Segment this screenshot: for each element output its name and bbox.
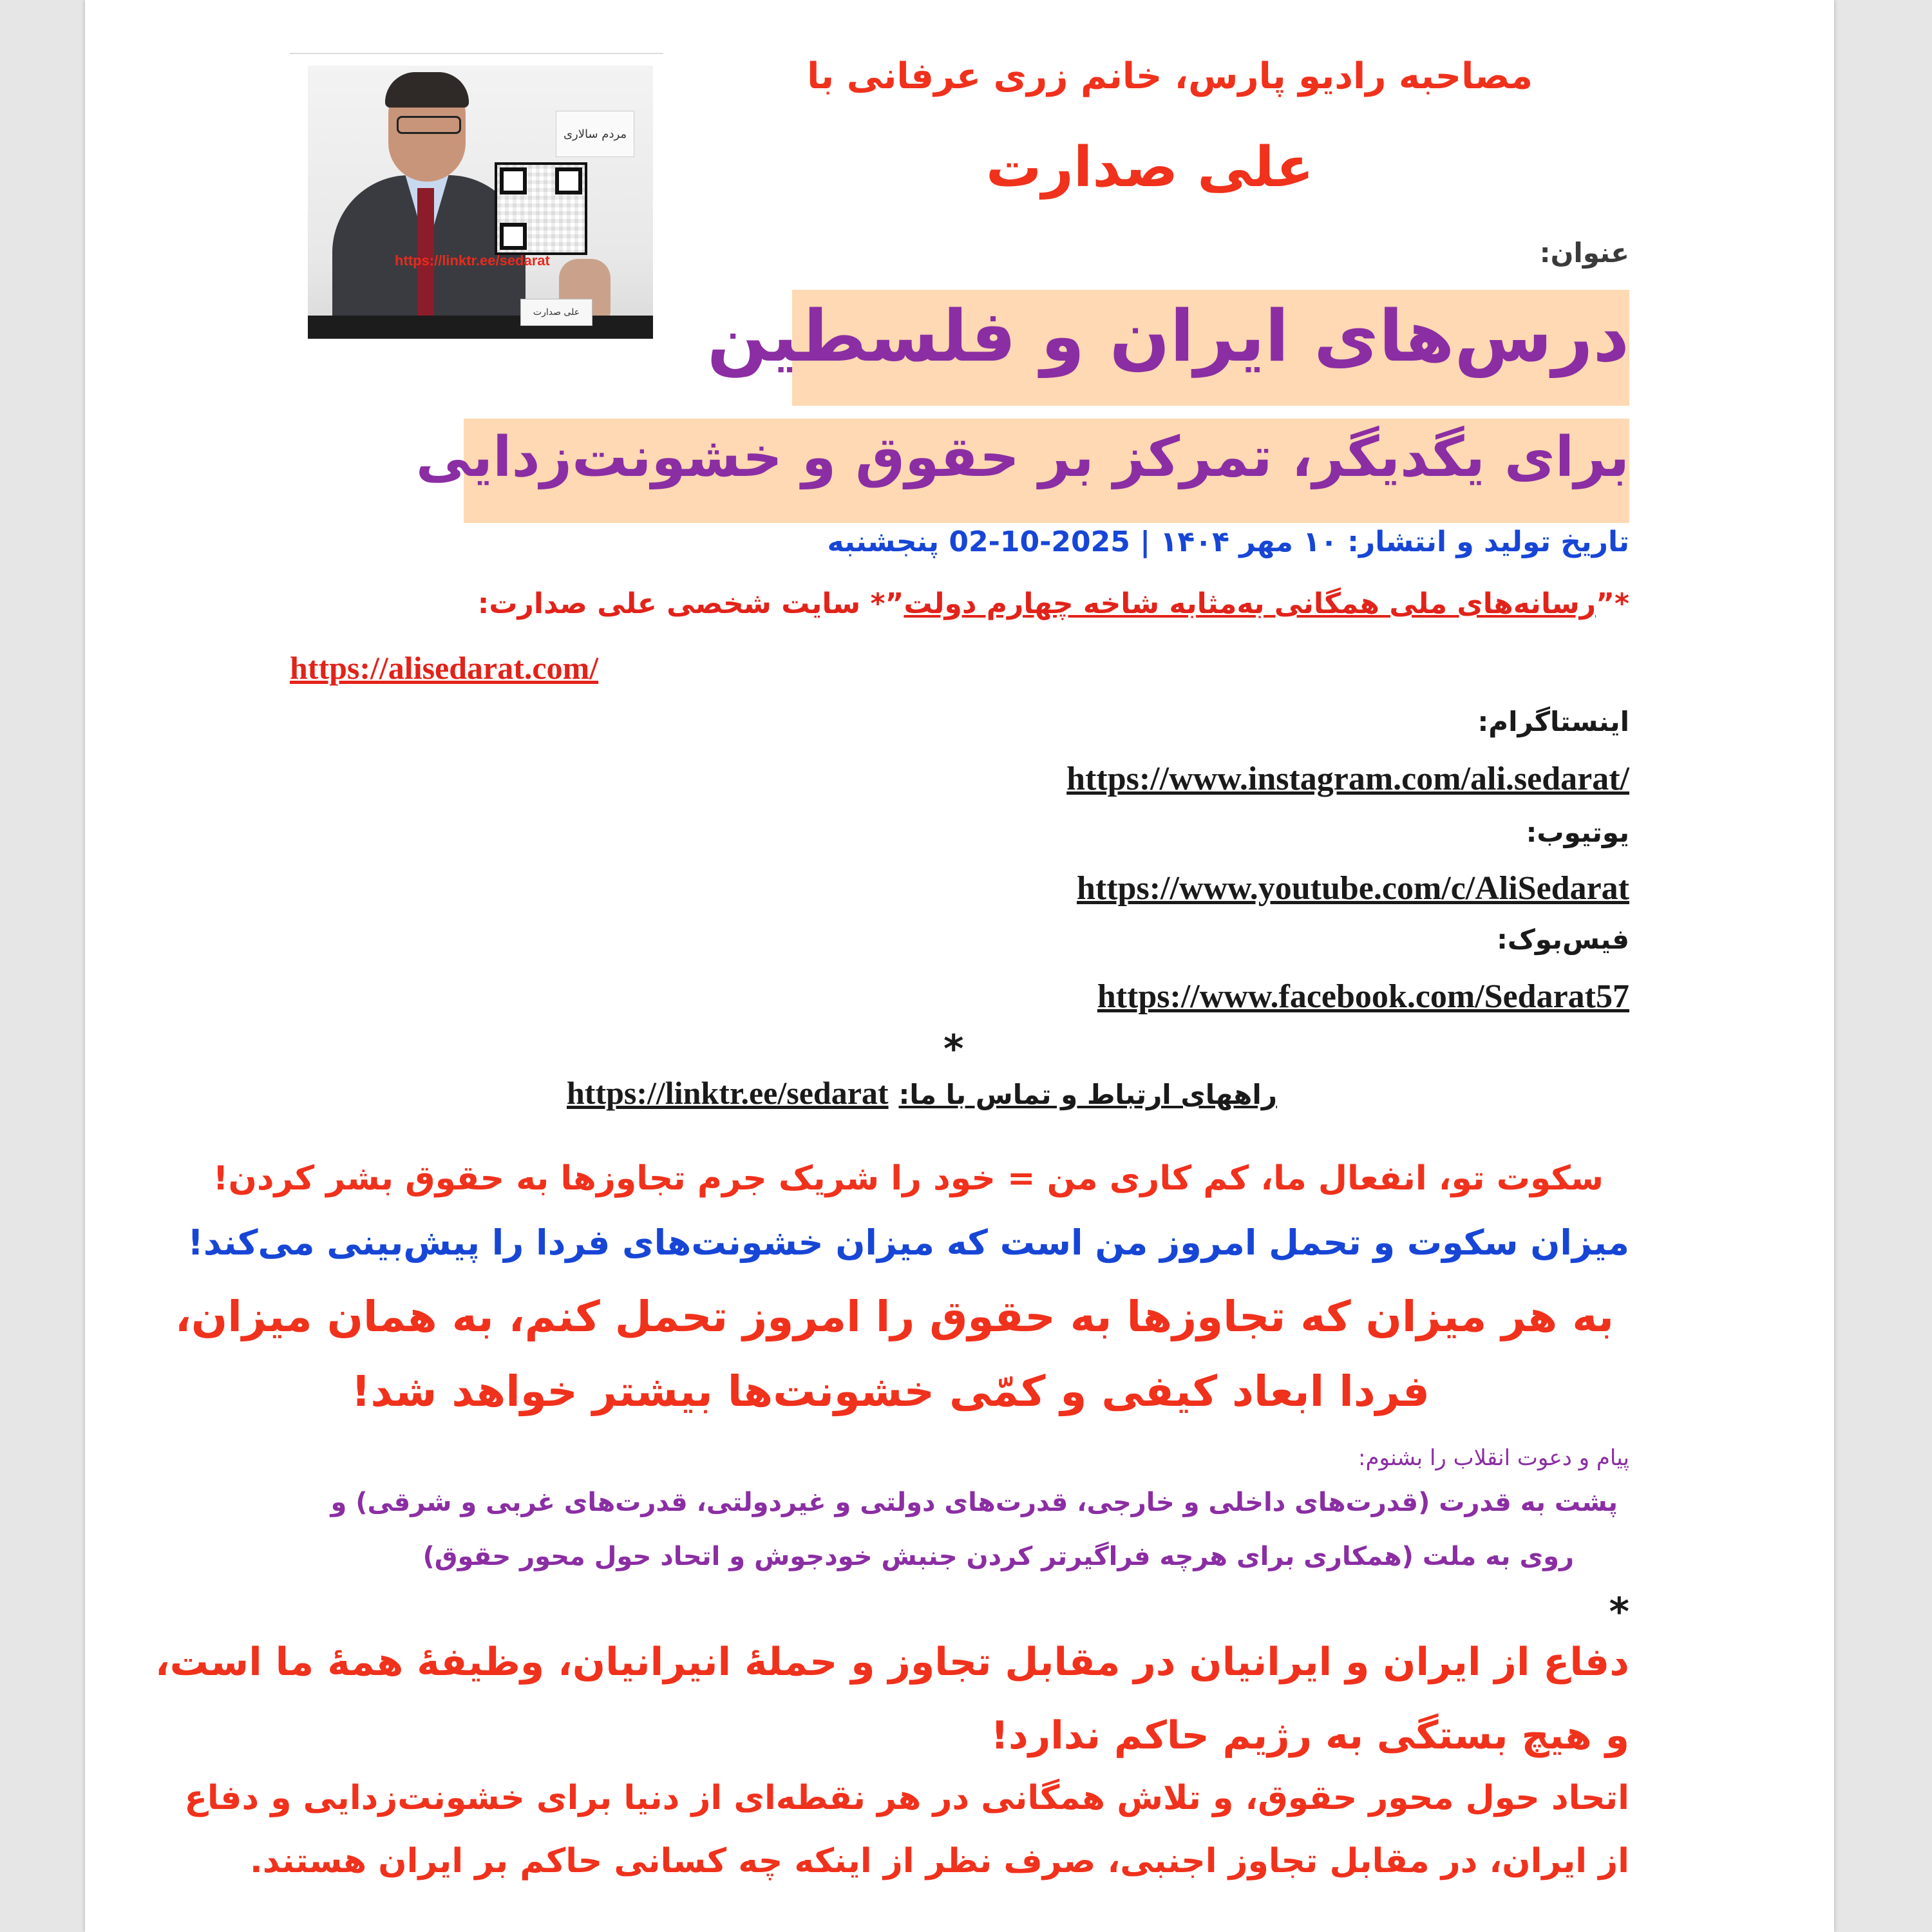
document-page	[85, 0, 1834, 1932]
qr-corner	[500, 223, 527, 250]
instagram-link[interactable]: https://www.instagram.com/ali.sedarat/	[1066, 761, 1629, 797]
photo-nameplate: علی صدارت	[520, 299, 592, 326]
qr-corner	[555, 167, 582, 194]
title-label: عنوان:	[1539, 237, 1629, 269]
page-title: درس‌های ایران و فلسطین	[706, 295, 1629, 377]
youtube-label: یوتیوب:	[1526, 817, 1629, 848]
photo-overlay-link: https://linktr.ee/sedarat	[395, 252, 550, 269]
wall-sign: مردم سالاری	[556, 111, 634, 157]
defense-line2: و هیچ بستگی به رژیم حاکم ندارد!	[990, 1713, 1629, 1758]
instagram-label: اینستاگرام:	[1477, 706, 1629, 737]
quote-violations-2: فردا ابعاد کیفی و کمّی خشونت‌ها بیشتر خواهد شد!	[351, 1367, 1430, 1416]
defense-line1: دفاع از ایران و ایرانیان در مقابل تجاوز و حملهٔ انیرانیان، وظیفهٔ همهٔ ما است،	[155, 1640, 1629, 1685]
separator-asterisk: *	[943, 1027, 964, 1072]
youtube-link[interactable]: https://www.youtube.com/c/AliSedarat	[1077, 870, 1629, 907]
photo-desk	[308, 316, 653, 339]
facebook-link[interactable]: https://www.facebook.com/Sedarat57	[1097, 978, 1629, 1015]
site-prefix: *”	[1596, 587, 1629, 620]
contact-label: راههای ارتباط و تماس با ما:	[898, 1079, 1278, 1110]
page-subtitle: برای یگدیگر، تمرکز بر حقوق و خشونت‌زدایی	[415, 425, 1629, 489]
revolution-label: پیام و دعوت انقلاب را بشنوم:	[1358, 1445, 1629, 1471]
header-line2: علی صدارت	[986, 135, 1314, 200]
date-line: تاریخ تولید و انتشار: ۱۰ مهر ۱۴۰۴ | 2025-10-02 پنجشنبه	[827, 526, 1629, 558]
photo-glasses	[397, 116, 461, 134]
author-photo	[308, 66, 653, 339]
qr-code-icon	[495, 162, 587, 255]
revolution-line1: پشت به قدرت (قدرت‌های داخلی و خارجی، قدرت‌های دولتی و غیردولتی، قدرت‌های غربی و شرقی) و	[330, 1488, 1618, 1517]
unity-line1: اتحاد حول محور حقوق، و تلاش همگانی در هر نقطه‌ای از دنیا برای خشونت‌زدایی و دفاع	[184, 1779, 1629, 1817]
site-line	[478, 587, 1629, 620]
contact-link[interactable]: https://linktr.ee/sedarat	[567, 1075, 889, 1111]
quote-tolerance: میزان سکوت و تحمل امروز من است که میزان خشونت‌های فردا را پیش‌بینی می‌کند!	[187, 1222, 1629, 1263]
author-photo-frame	[290, 53, 663, 357]
facebook-label: فیس‌بوک:	[1497, 923, 1629, 955]
document-content	[155, 0, 1629, 1932]
quote-silence: سکوت تو، انفعال ما، کم کاری من = خود را شریک جرم تجاوزها به حقوق بشر کردن!	[213, 1159, 1604, 1198]
contact-line	[567, 1074, 1277, 1112]
separator-asterisk-2: *	[1609, 1589, 1629, 1634]
site-link[interactable]: https://alisedarat.com/	[290, 650, 599, 686]
site-slogan: رسانه‌های ملی همگانی به‌مثابه شاخه چهارم دولت	[904, 587, 1596, 620]
quote-violations-1: به هر میزان که تجاوزها به حقوق را امروز تحمل کنم، به همان میزان،	[175, 1292, 1614, 1341]
unity-line2: از ایران، در مقابل تجاوز اجنبی، صرف نظر از اینکه چه کسانی حاکم بر ایران هستند.	[249, 1842, 1629, 1880]
revolution-line2: روی به ملت (همکاری برای هرچه فراگیرتر کردن جنبش خودجوش و اتحاد حول محور حقوق)	[422, 1542, 1574, 1571]
header-line1: مصاحبه رادیو پارس، خانم زری عرفانی با	[807, 55, 1533, 97]
photo-hair-top	[385, 72, 469, 108]
site-suffix: ”* سایت شخصی علی صدارت:	[477, 587, 904, 620]
qr-corner	[500, 167, 527, 194]
